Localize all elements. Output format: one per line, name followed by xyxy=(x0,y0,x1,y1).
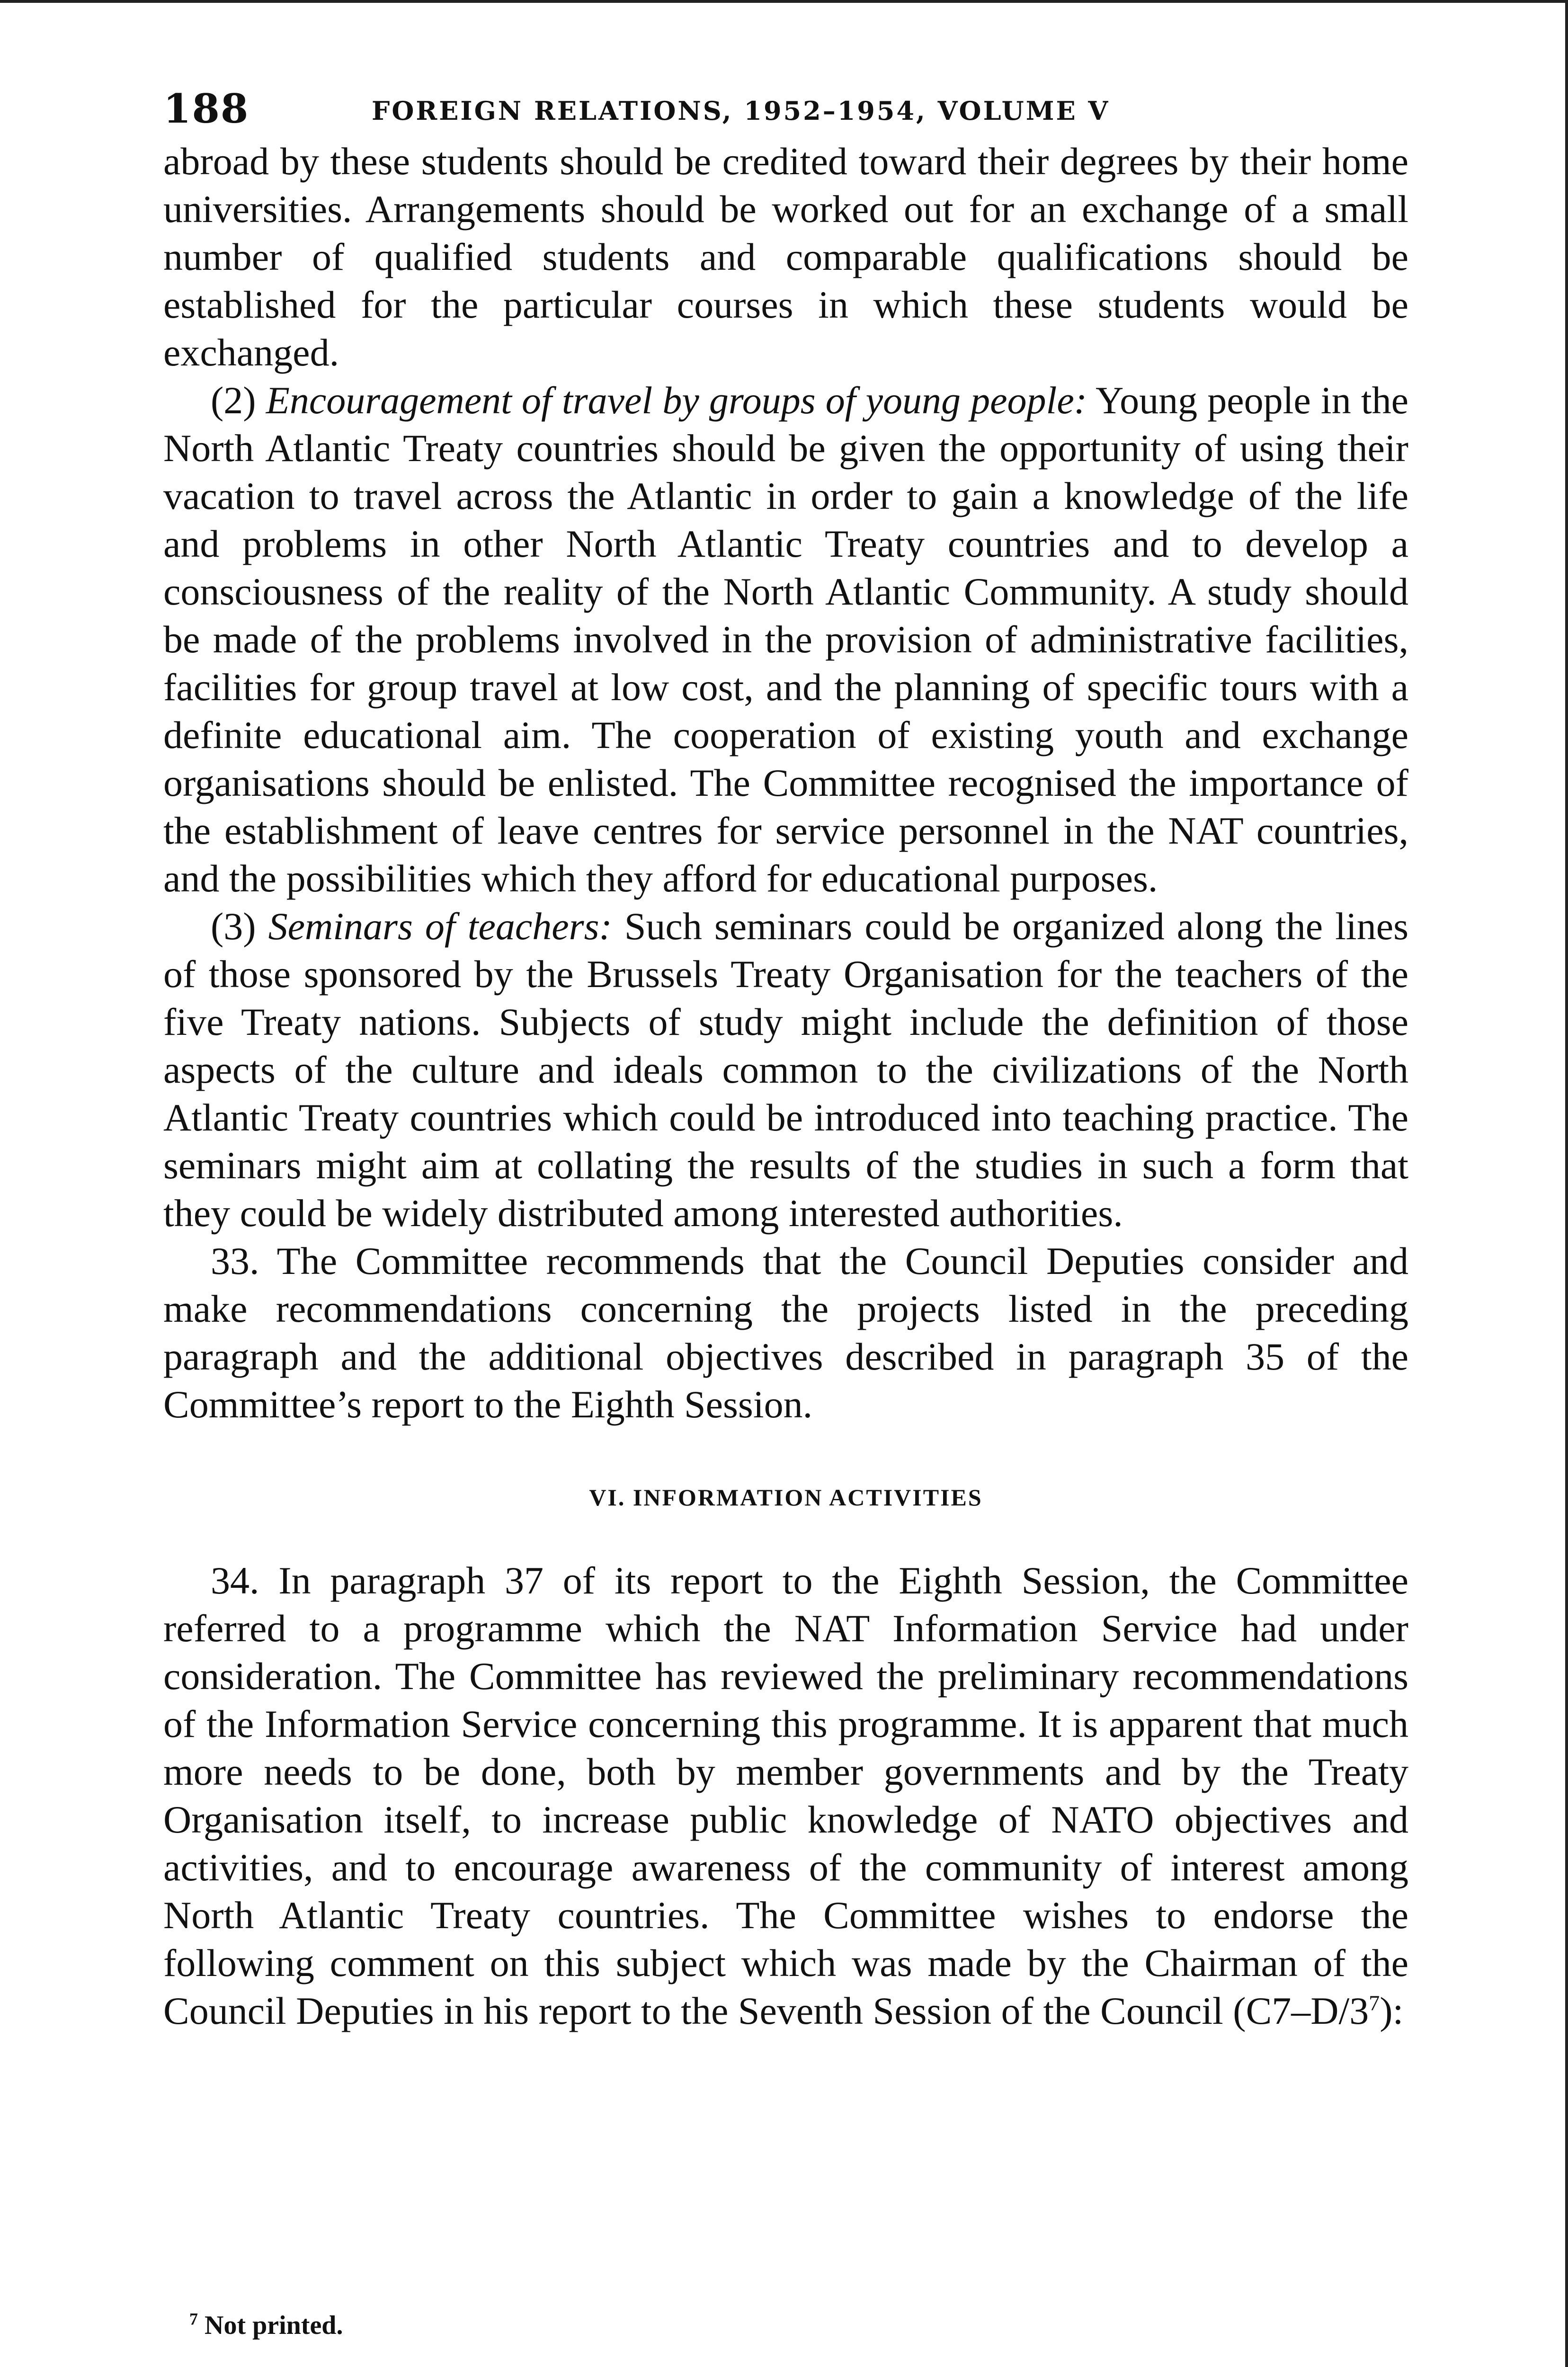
reference-close: ): xyxy=(1380,1989,1404,2032)
item-body: Young people in the North Atlantic Treaty countries should be given the opportunity of using their vacation to travel across the Atlantic in order to gain a knowledge of the life and problems in other North Atlantic Treaty countries and to develop a consciousness of the reality of the North Atlantic Community. A study should be made of the problems involved in the provision of administrative facilities, facilities for group travel at low cost, and the planning of specific tours with a definite educational aim. The cooperation of existing youth and exchange organisations should be enlisted. The Committee recognised the importance of the establishment of leave centres for service personnel in the NAT countries, and the possibilities which they afford for educational purposes. xyxy=(163,379,1409,900)
paragraph-teacher-seminars xyxy=(163,902,1408,1237)
paragraph-text: 34. In paragraph 37 of its report to the Eighth Session, the Committee referred to a programme which the NAT Information Service had under consideration. The Committee has reviewed the preliminary recommendations of the Information Service concerning this programme. It is apparent that much more needs to be done, both by member governments and by the Treaty Organisation itself, to increase public knowledge of NATO objectives and activities, and to encourage awareness of the community of interest among North Atlantic Treaty countries. The Committee wishes to endorse the following comment on this subject which was made by the Chairman of the Council Deputies in his report to the Seventh Session of the Council xyxy=(163,1559,1408,2032)
paragraph-34 xyxy=(163,1557,1408,2035)
paragraph-continued xyxy=(163,137,1408,376)
paragraph-text: abroad by these students should be credited toward their degrees by their home universities. Arrangements should be worked out for an exchange of a small number of qualified students and comparable qualifications should be established for the particular courses in which these students would be exchanged. xyxy=(163,140,1408,374)
item-body: Such seminars could be organized along the lines of those sponsored by the Brussels Treaty Organisation for the teachers of the five Treaty nations. Subjects of study might include the definition of those aspects of the culture and ideals common to the civilizations of the North Atlantic Treaty countries which could be introduced into teaching practice. The seminars might aim at collating the results of the studies in such a form that they could be widely distributed among interested authorities. xyxy=(163,905,1409,1235)
footnote-text: Not printed. xyxy=(205,2311,343,2340)
footnote-marker: 7 xyxy=(189,2309,198,2329)
paragraph-text: 33. The Committee recommends that the Council Deputies consider and make recommendations concerning the projects listed in the preceding paragraph and the additional objectives described in paragraph 35 of the Committee’s report to the Eighth Session. xyxy=(163,1239,1408,1426)
page-number: 188 xyxy=(163,85,249,132)
body-text xyxy=(163,137,1408,2035)
document-reference: (C7–D/3 xyxy=(1233,1989,1369,2032)
running-title: FOREIGN RELATIONS, 1952–1954, VOLUME V xyxy=(372,96,1110,126)
page-header xyxy=(163,85,1408,137)
document-page xyxy=(163,85,1408,2035)
section-heading: VI. INFORMATION ACTIVITIES xyxy=(589,1484,983,1511)
item-heading: Seminars of teachers: xyxy=(268,905,612,948)
paragraph-youth-travel xyxy=(163,376,1408,902)
item-heading: Encouragement of travel by groups of young people: xyxy=(266,379,1087,422)
footnote-ref[interactable]: 7 xyxy=(1369,1991,1380,2015)
footnote xyxy=(189,2310,343,2340)
item-number: (3) xyxy=(211,905,256,948)
item-number: (2) xyxy=(211,379,256,422)
paragraph-33 xyxy=(163,1237,1408,1428)
